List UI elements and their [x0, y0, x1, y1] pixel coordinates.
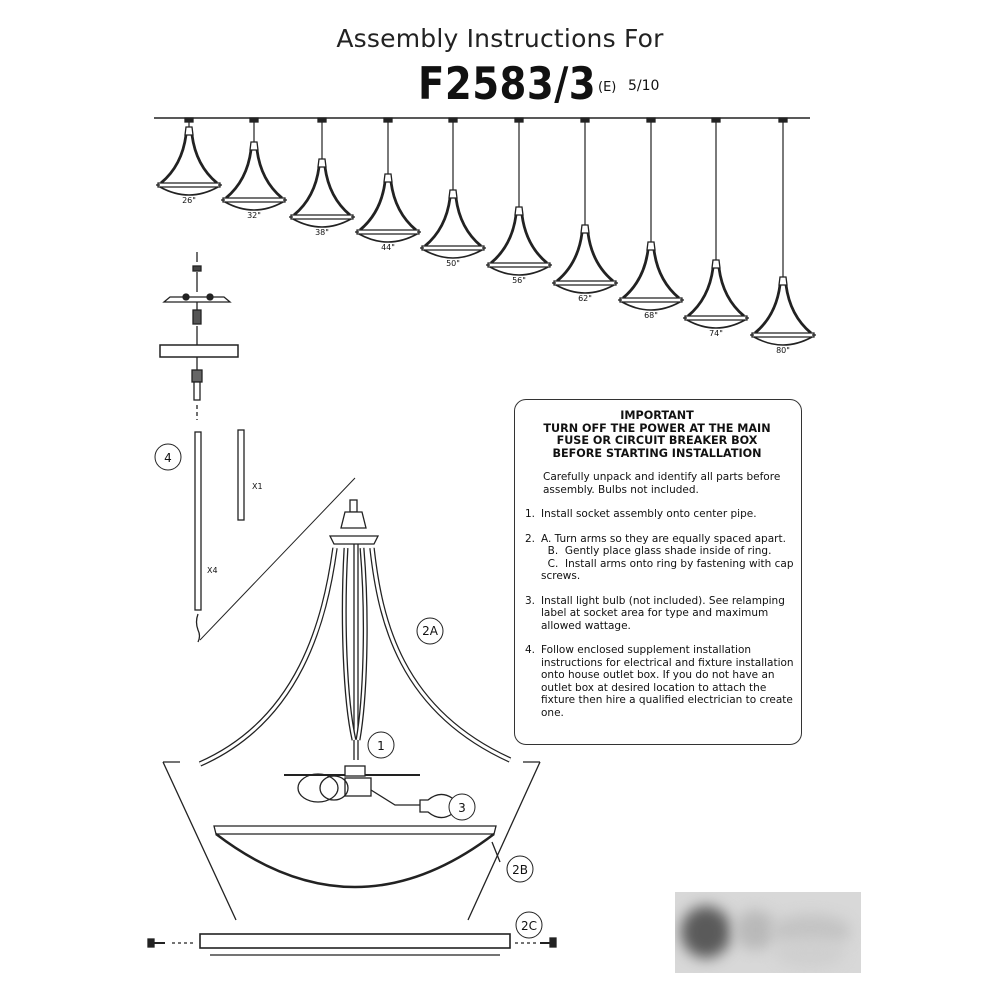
step-line: onto house outlet box. If you do not have an — [541, 669, 775, 681]
step-number: 3. — [525, 594, 536, 607]
step-line: allowed wattage. — [541, 619, 631, 632]
hanging-height-fixture — [420, 118, 486, 258]
revision-date: 5/10 — [628, 78, 660, 94]
instructions-box — [514, 399, 802, 745]
hanging-height-label: 50" — [446, 259, 460, 268]
step-line: B. Gently place glass shade inside of ring. — [541, 545, 772, 557]
callout-2c: 2C — [520, 919, 538, 933]
step-line: fixture then hire a qualified electrician to create — [541, 694, 793, 706]
step-line: C. Install arms onto ring by fastening with cap — [541, 557, 794, 570]
step-line: Install socket assembly onto center pipe. — [541, 508, 757, 520]
hanging-height-fixture — [289, 118, 355, 227]
hanging-height-row — [156, 118, 816, 355]
warning-line: TURN OFF THE POWER AT THE MAIN — [543, 421, 771, 435]
hanging-height-label: 68" — [644, 311, 658, 320]
hanging-height-fixture — [355, 118, 421, 242]
hanging-height-fixture — [552, 118, 618, 293]
hanging-height-fixture — [618, 118, 684, 310]
hanging-height-fixture — [750, 118, 816, 345]
hanging-height-label: 62" — [578, 294, 592, 303]
qty-x4: X4 — [207, 566, 218, 575]
intro-line: Carefully unpack and identify all parts before — [543, 471, 781, 483]
qty-x1: X1 — [252, 482, 263, 491]
model-number: F2583/3 — [418, 58, 597, 110]
document-title: Assembly Instructions For — [336, 24, 664, 53]
step-line: A. Turn arms so they are equally spaced apart. — [541, 532, 786, 545]
revision-code: (E) — [598, 80, 617, 95]
cap-screw-left-icon — [148, 939, 195, 947]
callout-1: 1 — [377, 739, 385, 753]
step-line: Install light bulb (not included). See relamping — [541, 594, 785, 607]
step-4 — [525, 644, 794, 719]
cap-screw-right-icon — [515, 938, 556, 947]
step-line: screws. — [541, 570, 581, 582]
hanging-height-fixture — [221, 118, 287, 210]
step-line: one. — [541, 706, 564, 719]
intro-text — [543, 471, 789, 496]
hanging-height-label: 80" — [776, 346, 790, 355]
callout-2a: 2A — [422, 624, 438, 638]
hanging-height-fixture — [486, 118, 552, 275]
step-number: 4. — [525, 644, 536, 656]
warning-line: BEFORE STARTING INSTALLATION — [552, 446, 762, 460]
callout-4: 4 — [164, 451, 172, 465]
hanging-height-label: 74" — [709, 329, 723, 338]
warning-heading: IMPORTANT — [620, 409, 694, 422]
step-line: outlet box at desired location to attach the — [541, 681, 767, 694]
step-line: label at socket area for type and maximum — [541, 607, 769, 619]
hanging-height-fixture — [156, 118, 222, 195]
warning-line: FUSE OR CIRCUIT BREAKER BOX — [556, 434, 758, 447]
step-line: Follow enclosed supplement installation — [541, 644, 752, 656]
step-3 — [525, 595, 789, 633]
callout-3: 3 — [458, 801, 466, 815]
hanging-height-label: 32" — [247, 211, 261, 220]
step-1 — [525, 508, 789, 521]
safety-warning — [525, 410, 789, 460]
intro-line: assembly. Bulbs not included. — [543, 483, 699, 496]
callout-2b: 2B — [512, 863, 528, 877]
step-2 — [525, 532, 794, 583]
hanging-height-label: 56" — [512, 276, 526, 285]
hanging-height-fixture — [683, 118, 749, 328]
step-number: 2. — [525, 532, 536, 545]
blurred-logo — [675, 892, 861, 973]
step-number: 1. — [525, 508, 536, 520]
step-line: instructions for electrical and fixture installation — [541, 656, 794, 669]
hanging-height-label: 26" — [182, 196, 196, 205]
hanging-height-label: 44" — [381, 243, 395, 252]
hanging-height-label: 38" — [315, 228, 329, 237]
